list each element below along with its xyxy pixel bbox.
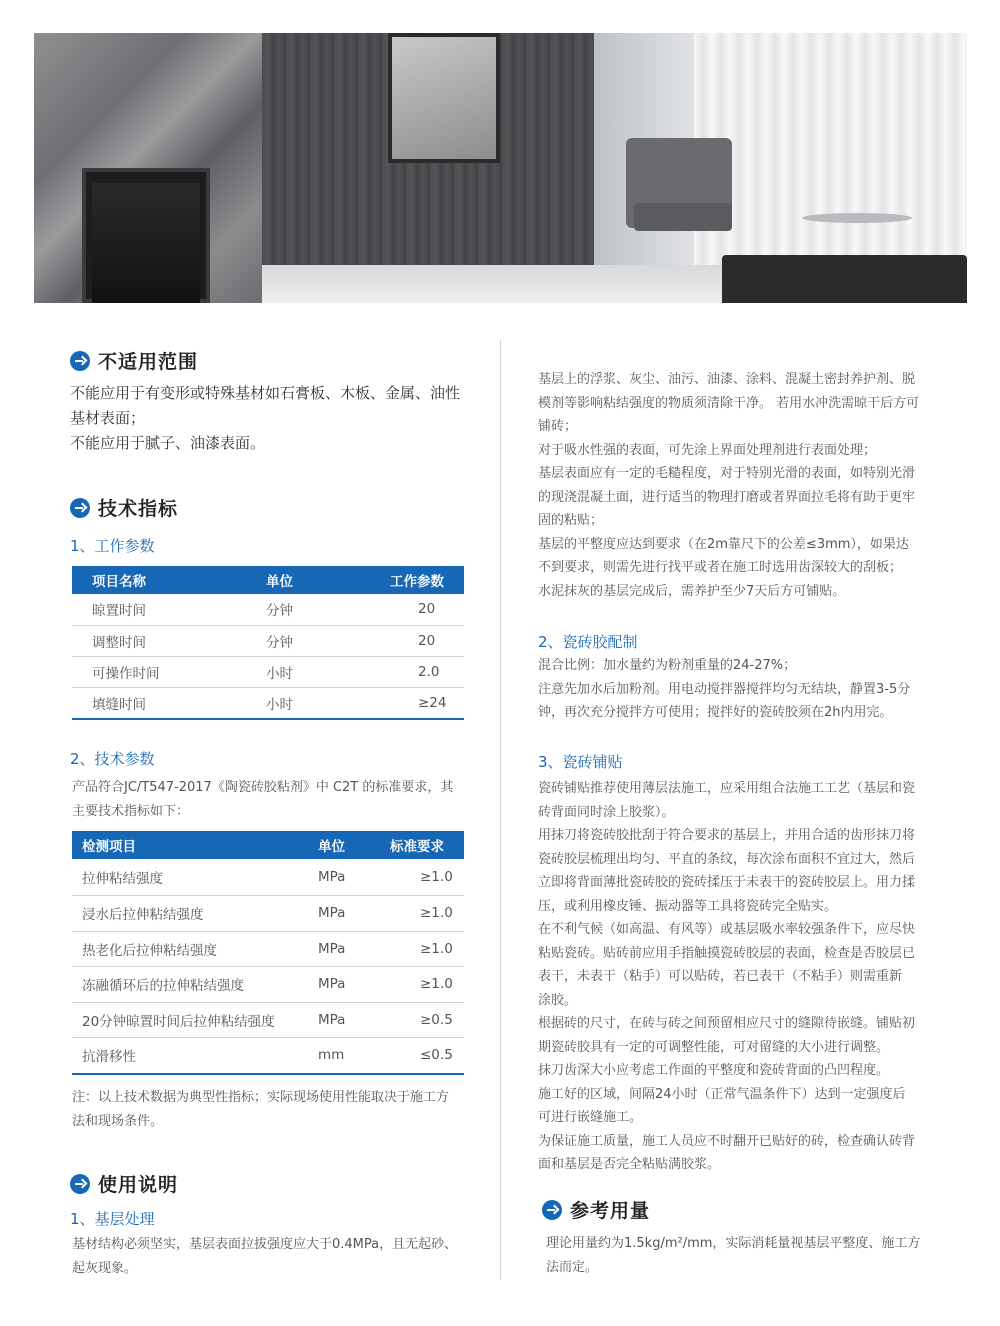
table-header: 单位 — [266, 574, 293, 590]
table-header: 单位 — [318, 839, 345, 855]
text-line: 起灰现象。 — [72, 1260, 138, 1276]
table-row — [72, 966, 464, 1002]
text-line: 基层表面应有一定的毛糙程度，对于特别光滑的表面，如特别光滑 — [538, 466, 916, 481]
section-title-scope — [70, 347, 198, 374]
laying-text — [538, 777, 938, 1177]
text-line: 砖背面同时涂上胶浆）。 — [538, 804, 675, 820]
text-line: 产品符合JC/T547-2017《陶瓷砖胶粘剂》中 C2T 的标准要求，其 — [72, 780, 454, 795]
work-params-table — [72, 566, 464, 720]
table-cell: 热老化后拉伸粘结强度 — [72, 931, 308, 966]
text-line: 面和基层是否完全粘贴满胶浆。 — [538, 1157, 721, 1172]
table-cell: 浸水后拉伸粘结强度 — [72, 895, 308, 931]
text-line: 基材结构必须坚实，基层表面拉拔强度应大于0.4MPa，且无起砂、 — [72, 1237, 458, 1252]
text-line: 基材表面； — [70, 409, 146, 427]
side-table — [802, 213, 912, 223]
table-row — [72, 895, 464, 931]
table-header: 项目名称 — [92, 574, 146, 590]
table-cell: MPa — [308, 931, 380, 966]
table-cell: 小时 — [242, 687, 362, 719]
table-row — [72, 656, 464, 687]
text-line: 施工好的区域，间隔24小时（正常气温条件下）达到一定强度后 — [538, 1086, 906, 1102]
table-cell: 分钟 — [242, 594, 362, 625]
subsection-title: 1、基层处理 — [70, 1210, 155, 1228]
table-header: 工作参数 — [390, 574, 444, 590]
text-line: 抹刀齿深大小应考虑工作面的平整度和瓷砖背面的凸凹程度。 — [538, 1063, 890, 1078]
text-line: 模剂等影响粘结强度的物质须清除干净。 若用水冲洗需晾干后方可 — [538, 395, 920, 411]
text-line: 钟，再次充分搅拌方可使用；搅拌好的瓷砖胶须在2h内用完。 — [538, 705, 893, 720]
table-cell: MPa — [308, 895, 380, 931]
section-title-text: 参考用量 — [570, 1200, 651, 1222]
table-row — [72, 931, 464, 966]
arrow-right-icon — [70, 1174, 90, 1194]
table-cell: ≤0.5 — [380, 1037, 464, 1074]
table-cell: ≥0.5 — [380, 1002, 464, 1037]
table-cell: 2.0 — [362, 656, 464, 687]
table-row — [72, 1037, 464, 1074]
section-title-text: 技术指标 — [98, 498, 179, 520]
text-line: 基层的平整度应达到要求（在2m靠尺下的公差≤3mm），如果达 — [538, 536, 909, 552]
table-header: 检测项目 — [82, 839, 136, 855]
text-line: 水泥抹灰的基层完成后，需养护至少7天后方可铺贴。 — [538, 583, 846, 599]
table-row — [72, 859, 464, 895]
table-cell: 拉伸粘结强度 — [72, 859, 308, 895]
scope-text — [70, 381, 480, 456]
table-cell: 填缝时间 — [72, 687, 242, 719]
table-cell: ≥1.0 — [380, 895, 464, 931]
table-row — [72, 594, 464, 625]
curtain — [694, 33, 967, 273]
tech-params-table — [72, 831, 464, 1075]
table-cell: 20分钟晾置时间后拉伸粘结强度 — [72, 1002, 308, 1037]
hero-image — [34, 33, 967, 303]
table-cell: 20 — [362, 625, 464, 656]
mix-text — [538, 654, 938, 725]
text-line: 瓷砖胶层梳理出均匀、平直的条纹，每次涂布面积不宜过大，然后 — [538, 851, 916, 867]
text-line: 可进行嵌缝施工。 — [538, 1110, 643, 1125]
text-line: 在不利气候（如高温、有风等）或基层吸水率较强条件下，应尽快 — [538, 922, 916, 937]
table-cell: MPa — [308, 1002, 380, 1037]
table-cell: 可操作时间 — [72, 656, 242, 687]
table-cell: 冻融循环后的拉伸粘结强度 — [72, 966, 308, 1002]
table-header-row — [72, 831, 464, 859]
table-cell: ≥24 — [362, 687, 464, 719]
table-row — [72, 1002, 464, 1037]
text-line: 瓷砖铺贴推荐使用薄层法施工，应采用组合法施工工艺（基层和瓷 — [538, 781, 916, 796]
subsection-title: 1、工作参数 — [70, 537, 155, 555]
arrow-right-icon — [70, 351, 90, 371]
coverage-text — [546, 1232, 946, 1279]
text-line: 不能应用于腻子、油漆表面。 — [70, 434, 266, 452]
substrate-text — [72, 1233, 477, 1280]
section-title-usage — [70, 1170, 178, 1197]
table-header: 标准要求 — [390, 839, 444, 855]
text-line: 主要技术指标如下： — [72, 803, 190, 819]
table-cell: mm — [308, 1037, 380, 1074]
text-line: 粘贴瓷砖。贴砖前应用手指触摸瓷砖胶层的表面，检查是否胶层已 — [538, 945, 916, 961]
text-line: 基层上的浮浆、灰尘、油污、油漆、涂料、混凝土密封养护剂、脱 — [538, 372, 916, 387]
text-line: 对于吸水性强的表面，可先涂上界面处理剂进行表面处理； — [538, 442, 877, 458]
fireplace-glass — [92, 183, 200, 303]
table-row — [72, 625, 464, 656]
text-line: 根据砖的尺寸，在砖与砖之间预留相应尺寸的缝隙待嵌缝。铺贴初 — [538, 1016, 916, 1031]
table-cell: 20 — [362, 594, 464, 625]
table-cell: 晾置时间 — [72, 594, 242, 625]
text-line: 混合比例：加水量约为粉剂重量的24-27%； — [538, 658, 797, 673]
text-line: 法而定。 — [546, 1259, 599, 1275]
text-line: 表干，未表干（粘手）可以贴砖，若已表干（不粘手）则需重新 — [538, 969, 903, 984]
text-line: 不到要求，则需先进行找平或者在施工时选用齿深较大的刮板； — [538, 560, 903, 575]
text-line: 法和现场条件。 — [72, 1113, 164, 1129]
table-cell: MPa — [308, 859, 380, 895]
substrate-continued — [538, 368, 938, 603]
text-line: 的现浇混凝土面，进行适当的物理打磨或者界面拉毛将有助于更牢 — [538, 489, 916, 505]
section-title-specs — [70, 494, 178, 521]
text-line: 注意先加水后加粉剂。用电动搅拌器搅拌均匀无结块，静置3-5分 — [538, 681, 911, 697]
arrow-right-icon — [542, 1200, 562, 1220]
armchair-seat — [634, 203, 732, 231]
section-title-text: 使用说明 — [98, 1174, 179, 1196]
ottoman — [722, 255, 967, 303]
table-cell: MPa — [308, 966, 380, 1002]
wall-picture — [388, 33, 500, 163]
text-line: 理论用量约为1.5kg/m²/mm，实际消耗量视基层平整度、施工方 — [546, 1236, 921, 1251]
table-cell: ≥1.0 — [380, 931, 464, 966]
text-line: 注：以上技术数据为典型性指标；实际现场使用性能取决于施工方 — [72, 1090, 450, 1105]
spec-note — [72, 1086, 472, 1133]
text-line: 立即将背面薄批瓷砖胶的瓷砖揉压于未表干的瓷砖胶层上。用力揉 — [538, 875, 916, 890]
table-cell: 调整时间 — [72, 625, 242, 656]
text-line: 压，或利用橡皮锤、振动器等工具将瓷砖完全贴实。 — [538, 898, 838, 914]
table-row — [72, 687, 464, 719]
text-line: 期瓷砖胶具有一定的可调整性能，可对留缝的大小进行调整。 — [538, 1039, 890, 1055]
text-line: 铺砖； — [538, 419, 578, 434]
subsection-title: 3、瓷砖铺贴 — [538, 753, 623, 771]
text-line: 为保证施工质量，施工人员应不时翻开已贴好的砖，检查确认砖背 — [538, 1133, 916, 1149]
table-cell: ≥1.0 — [380, 859, 464, 895]
section-title-text: 不适用范围 — [98, 351, 199, 373]
section-title-coverage — [542, 1196, 650, 1223]
subsection-title: 2、瓷砖胶配制 — [538, 633, 638, 651]
table-cell: ≥1.0 — [380, 966, 464, 1002]
text-line: 不能应用于有变形或特殊基材如石膏板、木板、金属、油性 — [70, 384, 461, 402]
text-line: 涂胶。 — [538, 992, 578, 1008]
column-divider — [500, 340, 501, 1280]
tech-intro — [72, 776, 472, 823]
text-line: 固的粘贴； — [538, 513, 604, 528]
arrow-right-icon — [70, 498, 90, 518]
table-cell: 小时 — [242, 656, 362, 687]
text-line: 用抹刀将瓷砖胶批刮于符合要求的基层上，并用合适的齿形抹刀将 — [538, 828, 916, 843]
table-cell: 抗滑移性 — [72, 1037, 308, 1074]
table-header-row — [72, 566, 464, 594]
table-cell: 分钟 — [242, 625, 362, 656]
subsection-title: 2、技术参数 — [70, 750, 155, 768]
